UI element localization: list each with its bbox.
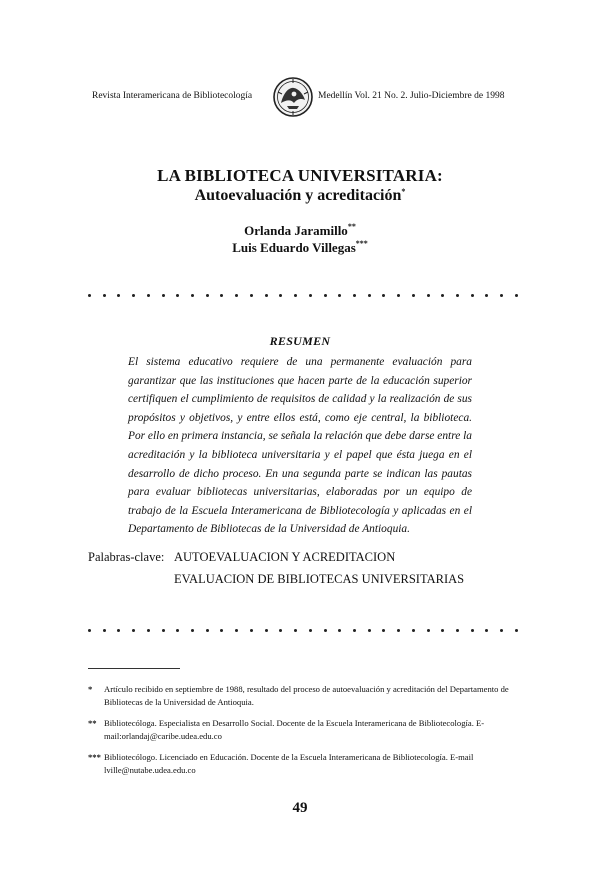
divider-dot [471,629,474,632]
footnote-mark: * [401,187,406,196]
divider-dot [397,294,400,297]
divider-dot [220,294,223,297]
divider-dot [103,294,106,297]
author-name: Luis Eduardo Villegas [232,240,356,255]
abstract-text: El sistema educativo requiere de una permanente evaluación para garantizar que las instituciones que hacen parte de la educación superior certifiquen el cumplimiento de requisitos de calidad y la realización de sus propósitos y objetivos, y entre ellos está, como eje central, la biblioteca. Por ello en primera instancia, se señala la relación que debe darse entre la acreditación y la biblioteca universitaria y el papel que ésta juega en el desarrollo de dicho proceso. En una segunda parte se indican las pautas para evaluar bibliotecas universitarias, elaboradas por un equipo de trabajo de la Escuela Interamericana de Bibliotecología y aplicadas en el Departamento de Bibliotecas de la Universidad de Antioquia. [128,356,472,536]
footnote [88,717,520,742]
divider-dot [250,294,253,297]
divider-dot [368,629,371,632]
divider-dot [191,294,194,297]
divider-dot [324,294,327,297]
article-subtitle-text: Autoevaluación y acreditación [194,187,402,204]
divider-dot [456,629,459,632]
footnote-text: Artículo recibido en septiembre de 1988, resultado del proceso de autoevaluación y acreditación del Departamento de Bibliotecas de la Universidad de Antioquia. [104,684,509,707]
footnote [88,683,520,708]
divider-dot [427,629,430,632]
page-number: 49 [292,800,308,816]
footnotes [88,683,520,785]
footnote-mark: ** [347,222,356,231]
divider-dot [117,294,120,297]
divider-dot [485,294,488,297]
divider-dot [294,294,297,297]
divider-dot [338,629,341,632]
divider-dot [220,629,223,632]
divider-dot [132,294,135,297]
divider-dot [471,294,474,297]
divider-dot [88,629,91,632]
abstract-heading: RESUMEN [269,334,331,348]
journal-name: Revista Interamericana de Bibliotecología [92,91,253,101]
divider-dot [382,294,385,297]
divider-dot [338,294,341,297]
footnote-rule [88,668,180,669]
keyword-item: AUTOEVALUACION Y ACREDITACION [174,550,396,564]
divider-dot [515,629,518,632]
divider-dot [250,629,253,632]
footnote-mark: * [88,684,93,694]
divider-dot [324,629,327,632]
divider-dot [176,294,179,297]
author [0,222,600,239]
divider-dot [353,629,356,632]
author-name: Orlanda Jaramillo [244,223,348,238]
divider-dot [206,294,209,297]
divider-dot [441,629,444,632]
divider-dot [382,629,385,632]
divider-dot [103,629,106,632]
divider-dot [353,294,356,297]
divider-dot [235,294,238,297]
author [0,239,600,256]
issue-info: Medellín Vol. 21 No. 2. Julio-Diciembre de 1998 [318,91,505,101]
footnote [88,751,520,776]
divider-dot [132,629,135,632]
article-title-block [0,166,600,205]
divider-dot [500,629,503,632]
keyword-item: EVALUACION DE BIBLIOTECAS UNIVERSITARIAS [174,572,465,586]
divider-dot [265,629,268,632]
running-header [92,76,522,120]
footnote-text: Bibliotecóloga. Especialista en Desarrollo Social. Docente de la Escuela Interamericana de Bibliotecología. E-mail:orlandaj@caribe.udea.edu.co [104,718,485,741]
divider-dot [88,294,91,297]
divider-dot [412,629,415,632]
footnote-mark: *** [88,752,101,762]
divider-dot [265,294,268,297]
divider-dot [176,629,179,632]
divider-dot [500,294,503,297]
footnote-mark: ** [88,718,97,728]
dotted-divider [88,292,518,298]
article-subtitle [0,187,600,205]
divider-dot [412,294,415,297]
keywords-label: Palabras-clave: [88,550,165,564]
divider-dot [206,629,209,632]
divider-dot [485,629,488,632]
author-list [0,222,600,256]
divider-dot [235,629,238,632]
divider-dot [147,629,150,632]
footnote-text: Bibliotecólogo. Licenciado en Educación. Docente de la Escuela Interamericana de Bibliotecología. E-mail lville@nutabe.udea.edu.co [104,752,474,775]
divider-dot [397,629,400,632]
divider-dot [427,294,430,297]
divider-dot [441,294,444,297]
dotted-divider [88,627,518,633]
divider-dot [191,629,194,632]
divider-dot [162,629,165,632]
journal-seal-icon [272,76,314,118]
divider-dot [456,294,459,297]
divider-dot [117,629,120,632]
divider-dot [279,629,282,632]
divider-dot [147,294,150,297]
divider-dot [294,629,297,632]
article-title: LA BIBLIOTECA UNIVERSITARIA: [157,166,443,185]
divider-dot [309,629,312,632]
divider-dot [309,294,312,297]
footnote-mark: *** [355,239,368,248]
divider-dot [515,294,518,297]
divider-dot [162,294,165,297]
divider-dot [368,294,371,297]
divider-dot [279,294,282,297]
